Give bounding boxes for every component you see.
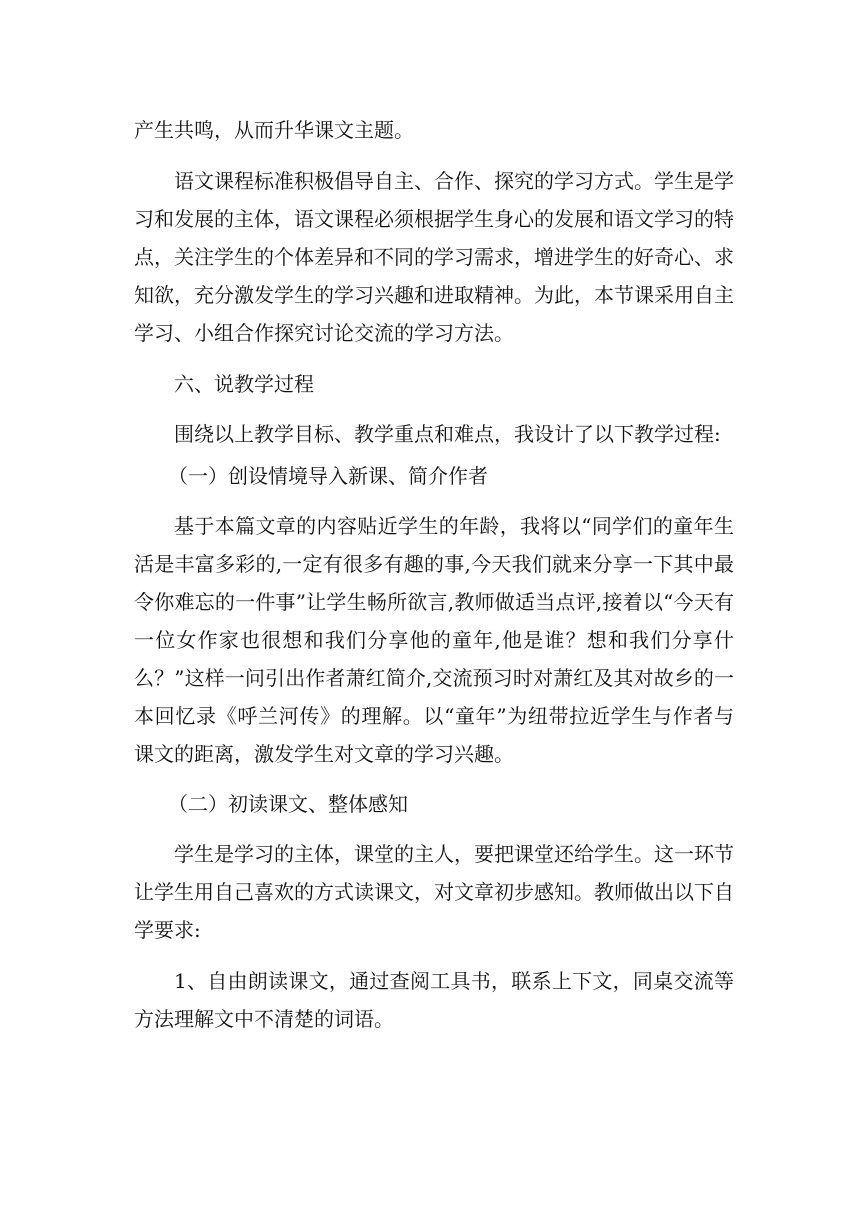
section-heading-teaching-process: 六、说教学过程 — [174, 372, 314, 396]
paragraph-continuation: 产生共鸣，从而升华课文主题。 — [134, 118, 414, 142]
paragraph-first-reading-detail: 学生是学习的主体，课堂的主人，要把课堂还给学生。这一环节让学生用自己喜欢的方式读课文，对文章初步感知。教师做出以下自学要求: — [134, 842, 734, 942]
subsection-heading-introduction: （一）创设情境导入新课、简介作者 — [168, 464, 488, 488]
paragraph-learning-methods: 语文课程标准积极倡导自主、合作、探究的学习方式。学生是学习和发展的主体，语文课程必须根据学生身心的发展和语文学习的特点，关注学生的个体差异和不同的学习需求，增进学生的好奇心、求知欲，充分激发学生的学习兴趣和进取精神。为此，本节课采用自主学习、小组合作探究讨论交流的学习方法。 — [134, 169, 734, 345]
document-body — [134, 111, 734, 1038]
paragraph-introduction-detail: 基于本篇文章的内容贴近学生的年龄，我将以“同学们的童年生活是丰富多彩的,一定有很多有趣的事,今天我们就来分享一下其中最令你难忘的一件事”让学生畅所欲言,教师做适当点评,接着以“今天有一位女作家也很想和我们分享他的童年,他是谁？想和我们分享什么？”这样一问引出作者萧红简介,交流预习时对萧红及其对故乡的一本回忆录《呼兰河传》的理解。以“童年”为纽带拉近学生与作者与课文的距离，激发学生对文章的学习兴趣。 — [134, 514, 734, 766]
paragraph-process-intro: 围绕以上教学目标、教学重点和难点，我设计了以下教学过程: — [174, 422, 721, 446]
list-item-requirement-1: 1、自由朗读课文，通过查阅工具书，联系上下文，同桌交流等方法理解文中不清楚的词语。 — [134, 969, 734, 1031]
subsection-heading-first-reading: （二）初读课文、整体感知 — [168, 792, 408, 816]
